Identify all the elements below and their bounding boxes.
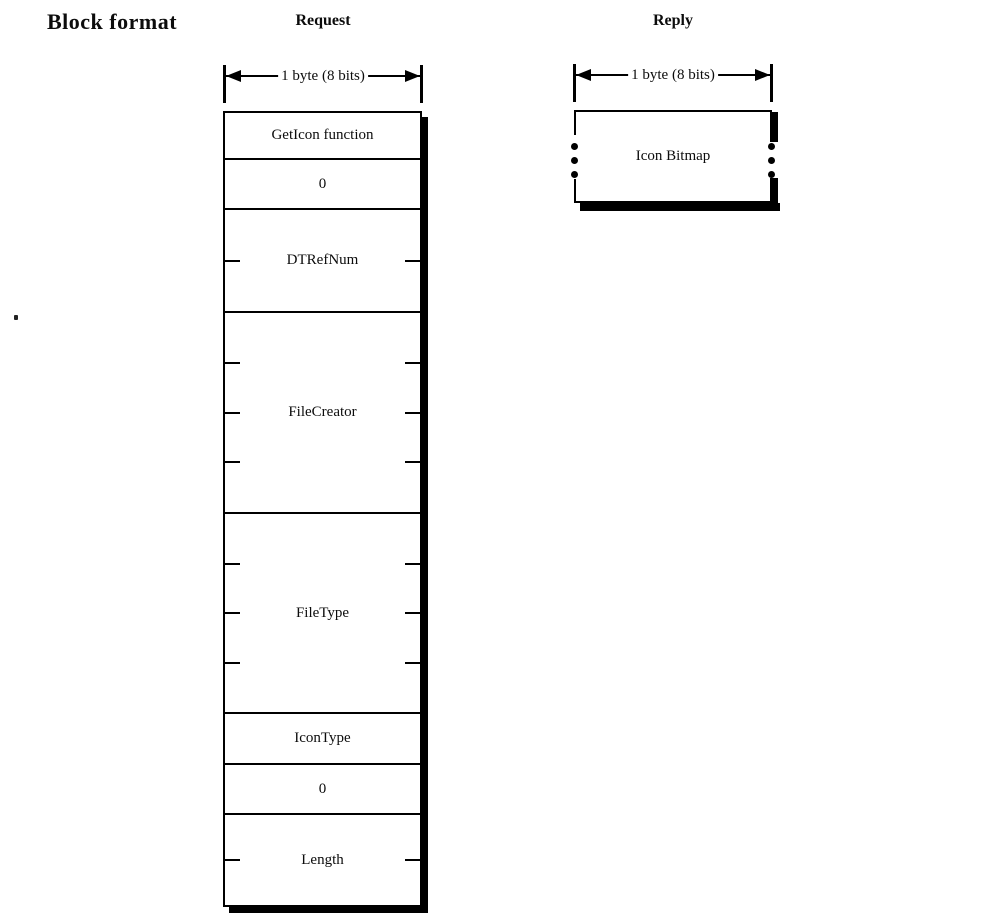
byte-tick [225, 859, 240, 861]
arrow-end-bar [420, 65, 423, 103]
field-row [225, 210, 420, 313]
field-label: IconType [294, 730, 351, 746]
request-byte-width-arrow [223, 65, 423, 107]
byte-tick [405, 859, 420, 861]
field-row [225, 815, 420, 905]
byte-tick [405, 362, 420, 364]
byte-tick [225, 362, 240, 364]
byte-tick [405, 662, 420, 664]
byte-tick [225, 563, 240, 565]
stray-dot [14, 315, 18, 320]
byte-tick [225, 662, 240, 664]
byte-tick [405, 412, 420, 414]
arrow-end-bar [770, 64, 773, 102]
reply-block-diagram [574, 110, 772, 203]
box-bottom-shadow [580, 203, 780, 211]
field-row [225, 113, 420, 160]
byte-tick [225, 612, 240, 614]
field-label: Length [301, 851, 344, 868]
field-label: FileCreator [288, 404, 357, 420]
reply-byte-width-arrow [573, 64, 773, 106]
arrowhead-right-icon [405, 70, 420, 82]
field-row [225, 313, 420, 514]
byte-tick [405, 612, 420, 614]
arrowhead-left-icon [576, 69, 591, 81]
field-row [225, 765, 420, 815]
field-label: GetIcon function [271, 127, 374, 143]
byte-tick [225, 412, 240, 414]
request-title: Request [295, 12, 351, 29]
byte-tick [225, 260, 240, 262]
byte-tick [405, 563, 420, 565]
field-row [225, 514, 420, 714]
byte-tick [405, 461, 420, 463]
reply-title: Reply [653, 12, 693, 29]
field-label: 0 [318, 175, 327, 192]
section-heading: Block format [47, 9, 178, 34]
field-label: DTRefNum [286, 252, 359, 268]
field-label: FileType [295, 604, 350, 621]
field-row [225, 160, 420, 210]
byte-tick [405, 260, 420, 262]
arrowhead-left-icon [226, 70, 241, 82]
byte-tick [225, 461, 240, 463]
field-label: Icon Bitmap [635, 148, 711, 164]
request-block-diagram [223, 111, 422, 907]
arrowhead-right-icon [755, 69, 770, 81]
field-label: 0 [318, 780, 327, 797]
byte-width-label: 1 byte (8 bits) [278, 67, 368, 85]
byte-width-label: 1 byte (8 bits) [628, 66, 718, 84]
field-row [225, 714, 420, 765]
